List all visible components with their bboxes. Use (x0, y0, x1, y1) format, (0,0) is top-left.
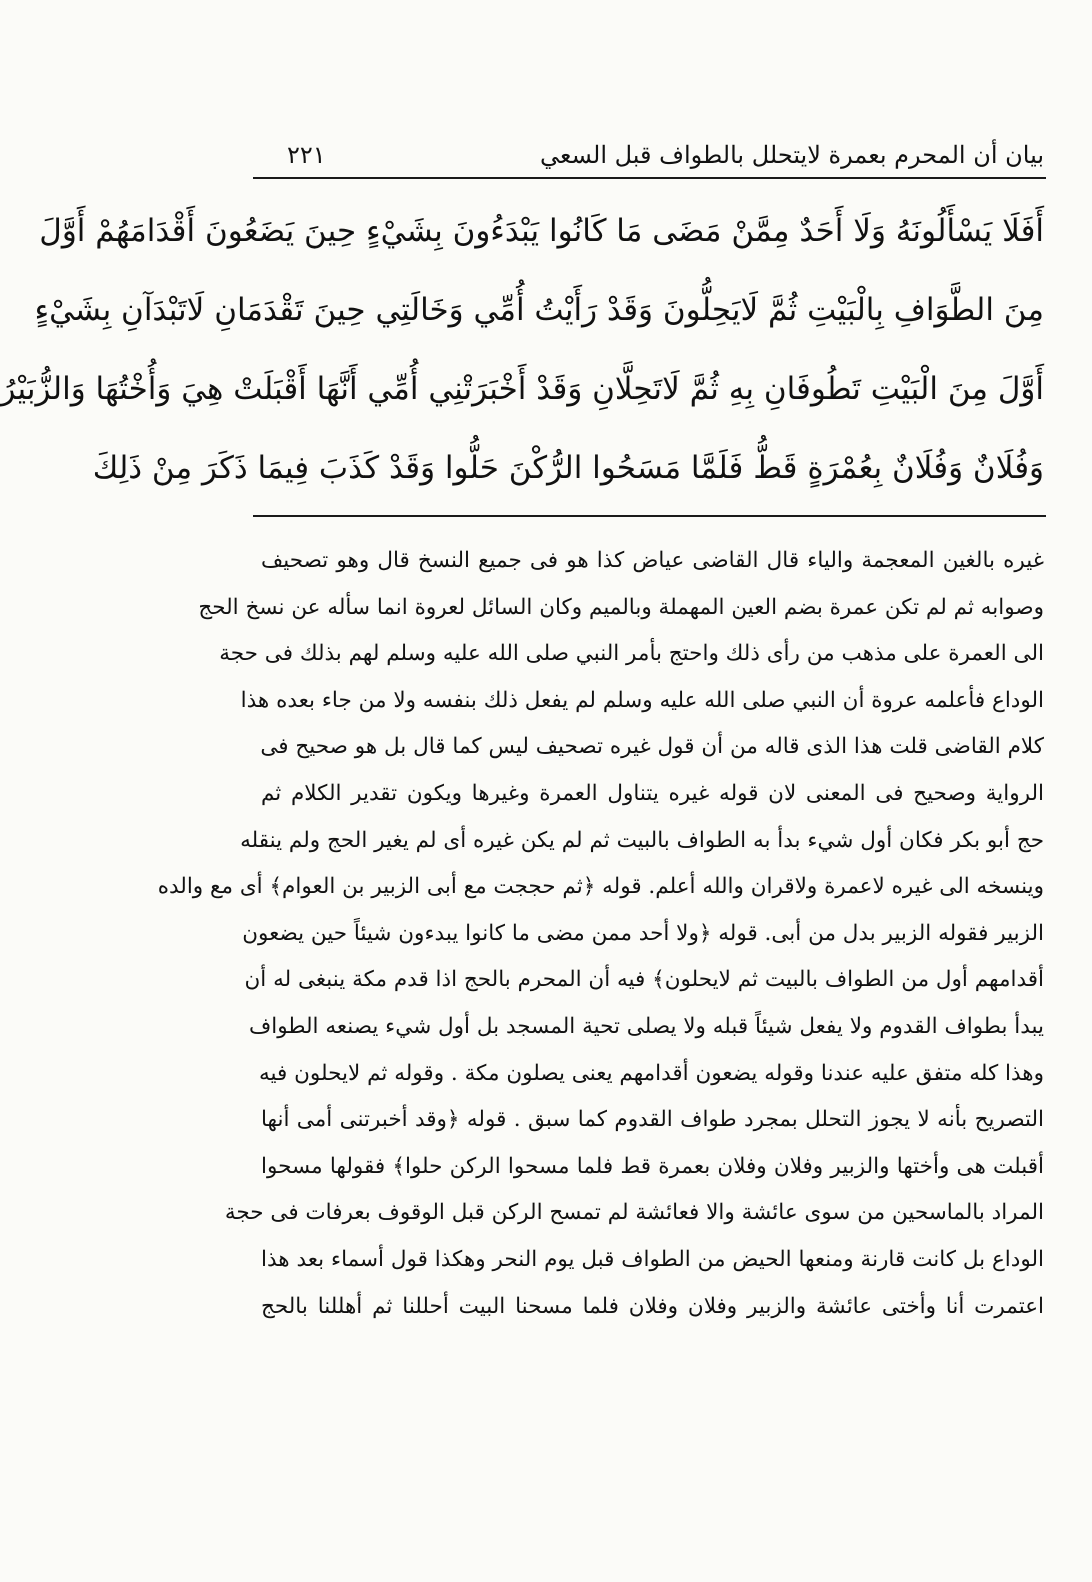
commentary-line: الوداع فأعلمه عروة أن النبي صلى الله عليه وسلم لم يفعل ذلك بنفسه ولا من جاء بعده هذا (240, 687, 1044, 713)
running-title: بيان أن المحرم بعمرة لايتحلل بالطواف قبل السعي (540, 141, 1044, 169)
commentary-line: الى العمرة على مذهب من رأى ذلك واحتج بأمر النبي صلى الله عليه وسلم لهم بذلك فى حجة (219, 641, 1044, 667)
page-header (253, 128, 1044, 172)
commentary-line: غيره بالغين المعجمة والياء قال القاضى عياض كذا هو فى جميع النسخ قال وهو تصحيف (261, 548, 1044, 573)
commentary-text (157, 538, 1044, 1330)
commentary-line: وصوابه ثم لم تكن عمرة بضم العين المهملة وبالميم وكان السائل لعروة انما سأله عن نسخ الحج (198, 594, 1044, 620)
commentary-line: كلام القاضى قلت هذا الذى قاله من أن قول غيره تصحيف ليس كما قال بل هو صحيح فى (260, 734, 1044, 760)
commentary-line: الرواية وصحيح فى المعنى لان قوله غيره يتناول العمرة وغيرها ويكون تقدير الكلام ثم (261, 780, 1044, 806)
commentary-line: اعتمرت أنا وأختى عائشة والزبير وفلان وفلان فلما مسحنا البيت أحللنا ثم أهللنا بالحج (261, 1293, 1044, 1319)
commentary-line: المراد بالماسحين من سوى عائشة والا فعائشة لم تمسح الركن قبل الوقوف بعرفات فى حجة (224, 1200, 1044, 1226)
commentary-line: يبدأ بطواف القدوم ولا يفعل شيئاً قبله ولا يصلى تحية المسجد بل أول شيء يصنعه الطواف (248, 1013, 1044, 1039)
commentary-line: حج أبو بكر فكان أول شيء بدأ به الطواف بالبيت ثم لم يكن غيره أى لم يغير الحج ولم ينقله (240, 827, 1044, 853)
commentary-line: الوداع بل كانت قارنة ومنعها الحيض من الطواف قبل يوم النحر وهكذا قول أسماء بعد هذا (261, 1246, 1044, 1272)
commentary-line: الزبير فقوله الزبير بدل من أبى. قوله ﴿ولا أحد ممن مضى ما كانوا يبدءون شيئاً حين يضعون (242, 920, 1044, 946)
hadith-line: مِنَ الطَّوَافِ بِالْبَيْتِ ثُمَّ لَايَحِلُّونَ وَقَدْ رَأَيْتُ أُمِّي وَخَالَتِي حِينَ تَقْدَمَانِ لَاتَبْدَآنِ بِشَيْءٍ (34, 292, 1044, 328)
hadith-line: أَفَلَا يَسْأَلُونَهُ وَلَا أَحَدٌ مِمَّنْ مَضَى مَا كَانُوا يَبْدَءُونَ بِشَيْءٍ حِينَ يَضَعُونَ أَقْدَامَهُمْ أَوَّلَ (39, 213, 1044, 249)
page-number: ٢٢١ (287, 141, 326, 169)
commentary-line: وينسخه الى غيره لاعمرة ولاقران والله أعلم. قوله ﴿ثم حججت مع أبى الزبير بن العوام﴾ أى مع والده (157, 874, 1044, 900)
hadith-line: وَفُلَانٌ وَفُلَانٌ بِعُمْرَةٍ قَطُّ فَلَمَّا مَسَحُوا الرُّكْنَ حَلُّوا وَقَدْ كَذَبَ فِيمَا ذَكَرَ مِنْ ذَلِكَ (92, 450, 1044, 486)
commentary-line: أقدامهم أول من الطواف بالبيت ثم لايحلون﴾ فيه أن المحرم بالحج اذا قدم مكة ينبغى له أن (244, 967, 1044, 993)
commentary-line: أقبلت هى وأختها والزبير وفلان وفلان بعمرة قط فلما مسحوا الركن حلوا﴾ فقولها مسحوا (261, 1153, 1044, 1179)
commentary-line: التصريح بأنه لا يجوز التحلل بمجرد طواف القدوم كما سبق . قوله ﴿وقد أخبرتنى أمى أنها (261, 1107, 1044, 1133)
commentary-line: وهذا كله متفق عليه عندنا وقوله يضعون أقدامهم يعنى يصلون مكة . وقوله ثم لايحلون فيه (259, 1060, 1044, 1086)
hadith-text (0, 192, 1044, 508)
section-divider-rule (253, 515, 1046, 517)
hadith-line: أَوَّلَ مِنَ الْبَيْتِ تَطُوفَانِ بِهِ ثُمَّ لَاتَحِلَّانِ وَقَدْ أَخْبَرَتْنِي أُمِّي أَنَّهَا أَقْبَلَتْ هِيَ وَأُخْتُهَا وَالزُّبَيْرُ (0, 371, 1044, 407)
header-rule (253, 177, 1046, 179)
